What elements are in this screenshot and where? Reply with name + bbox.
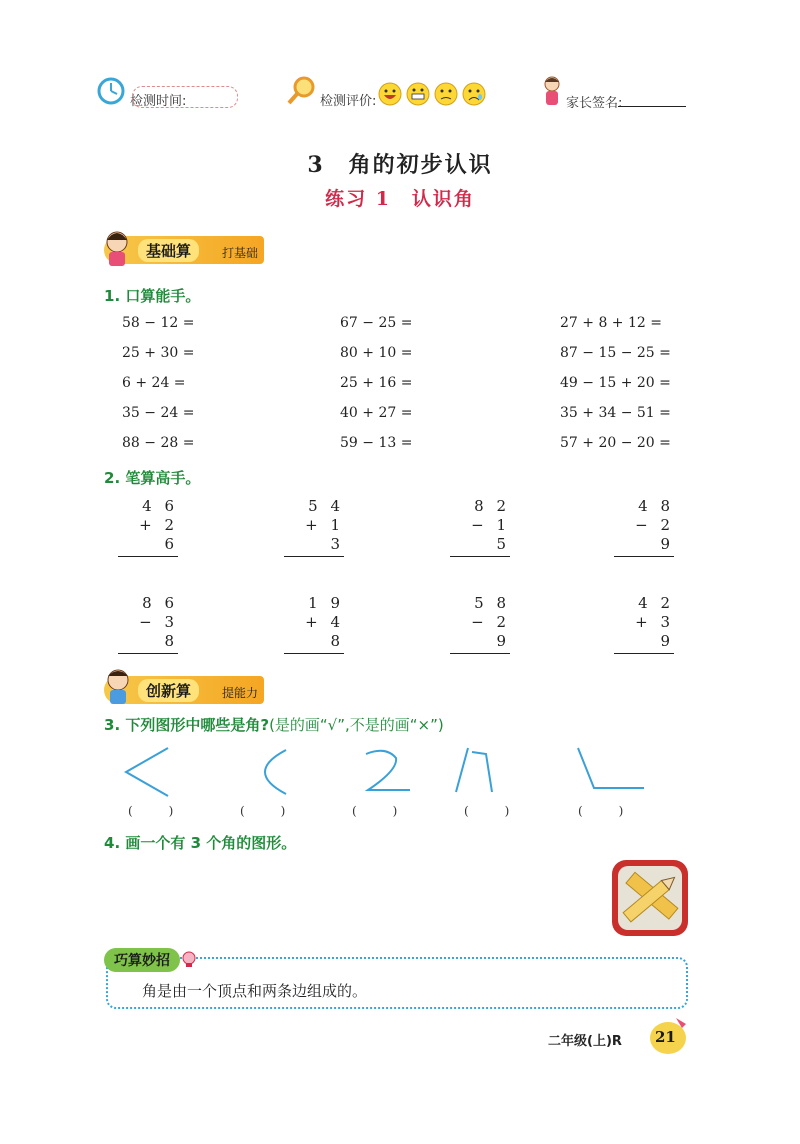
page-number: 21 [655, 1028, 676, 1046]
vertical-top: 4 2 [638, 594, 674, 612]
line-figure-4b [472, 752, 492, 792]
lightbulb-icon [180, 950, 198, 968]
vertical-top: 1 9 [308, 594, 344, 612]
answer-blank[interactable]: ( ) [352, 804, 398, 818]
mental-math-grid [122, 315, 682, 465]
vertical-bar [284, 556, 344, 557]
grade-label: 二年级(上)R [548, 1034, 622, 1049]
vertical-bottom: + 3 9 [635, 613, 674, 650]
vertical-bar [118, 653, 178, 654]
child-icon [540, 74, 564, 110]
vertical-bottom: + 4 8 [305, 613, 344, 650]
vertical-bar [614, 556, 674, 557]
vertical-bar [118, 556, 178, 557]
answer-blank[interactable]: ( ) [578, 804, 624, 818]
angle-figure-5 [578, 748, 644, 788]
q3-number: 3 [104, 716, 115, 734]
mental-item: 35 + 34 − 51 = [560, 405, 671, 421]
vertical-top: 5 4 [308, 497, 344, 515]
vertical-top: 8 2 [474, 497, 510, 515]
q3-title [104, 714, 444, 735]
parent-signature-label: 家长签名: [566, 96, 623, 111]
ruler-pencil-icon [610, 858, 690, 938]
vertical-problem [614, 594, 674, 654]
vertical-bar [450, 653, 510, 654]
girl-mascot-icon [100, 228, 134, 268]
vertical-bottom: − 2 9 [471, 613, 510, 650]
vertical-problem [284, 594, 344, 654]
answer-blank[interactable]: ( ) [128, 804, 174, 818]
vertical-problem [284, 497, 344, 557]
q3-text: . 下列图形中哪些是角? [114, 716, 270, 734]
vertical-problem [118, 594, 178, 654]
test-eval-label: 检测评价: [320, 94, 377, 109]
vertical-top: 4 8 [638, 497, 674, 515]
vertical-problem [614, 497, 674, 557]
mental-item: 35 − 24 = [122, 405, 195, 421]
mental-item: 6 + 24 = [122, 375, 186, 391]
vertical-top: 8 6 [142, 594, 178, 612]
mental-item: 57 + 20 − 20 = [560, 435, 671, 451]
q2-number: 2 [104, 469, 115, 487]
laugh-face-icon [379, 83, 401, 105]
q1-title [104, 285, 200, 306]
vertical-problem [118, 497, 178, 557]
vertical-bottom: − 1 5 [471, 516, 510, 553]
angle-figures [120, 744, 660, 800]
mental-item: 25 + 30 = [122, 345, 195, 361]
q4-title [104, 832, 296, 853]
q2-text: . 笔算高手。 [114, 469, 201, 487]
test-time-label: 检测时间: [130, 94, 187, 109]
mental-item: 88 − 28 = [122, 435, 195, 451]
grin-face-icon [407, 83, 429, 105]
mental-item: 40 + 27 = [340, 405, 413, 421]
section-basic-badge [104, 236, 264, 264]
section-creative-tag: 提能力 [221, 686, 258, 700]
q4-number: 4 [104, 834, 115, 852]
vertical-bottom: − 3 8 [139, 613, 178, 650]
mental-item: 67 − 25 = [340, 315, 413, 331]
boy-mascot-icon [100, 666, 136, 708]
curve-figure-2 [265, 750, 286, 794]
mental-item: 80 + 10 = [340, 345, 413, 361]
answer-blank[interactable]: ( ) [240, 804, 286, 818]
worried-face-icon [435, 83, 457, 105]
line-figure-4a [456, 748, 468, 792]
mental-item: 25 + 16 = [340, 375, 413, 391]
vertical-bottom: − 2 9 [635, 516, 674, 553]
curve-figure-3 [366, 751, 410, 790]
vertical-problem [450, 594, 510, 654]
q3-hint: (是的画“√”,不是的画“×”) [269, 716, 444, 734]
tip-text: 角是由一个顶点和两条边组成的。 [142, 982, 368, 1000]
vertical-top: 4 6 [142, 497, 178, 515]
section-basic-name: 基础算 [138, 239, 199, 262]
vertical-bar [284, 653, 344, 654]
magnifier-icon [286, 74, 318, 106]
mental-item: 27 + 8 + 12 = [560, 315, 662, 331]
vertical-problem [450, 497, 510, 557]
clock-icon [96, 76, 126, 106]
vertical-bottom: + 2 6 [139, 516, 178, 553]
q2-title [104, 467, 200, 488]
mental-item: 49 − 15 + 20 = [560, 375, 671, 391]
q4-text: . 画一个有 3 个角的图形。 [114, 834, 297, 852]
q1-number: 1 [104, 287, 115, 305]
crying-face-icon [463, 83, 485, 105]
q1-text: . 口算能手。 [114, 287, 201, 305]
unit-title: 3 角的初步认识 [307, 152, 493, 178]
lesson-title: 练习 1 认识角 [325, 188, 475, 210]
smiley-rating-icons[interactable] [378, 82, 488, 108]
vertical-bar [614, 653, 674, 654]
vertical-bar [450, 556, 510, 557]
parent-signature-line[interactable] [618, 106, 686, 107]
test-time-field[interactable] [132, 86, 238, 108]
header-strip [92, 68, 688, 118]
vertical-top: 5 8 [474, 594, 510, 612]
section-basic-tag: 打基础 [221, 246, 258, 260]
tip-badge: 巧算妙招 [104, 948, 180, 972]
mental-item: 58 − 12 = [122, 315, 195, 331]
section-creative-name: 创新算 [138, 679, 199, 702]
mental-item: 59 − 13 = [340, 435, 413, 451]
mental-item: 87 − 15 − 25 = [560, 345, 671, 361]
section-creative-badge [104, 676, 264, 704]
angle-figure-1 [126, 748, 168, 796]
vertical-bottom: + 1 3 [305, 516, 344, 553]
answer-blank[interactable]: ( ) [464, 804, 510, 818]
